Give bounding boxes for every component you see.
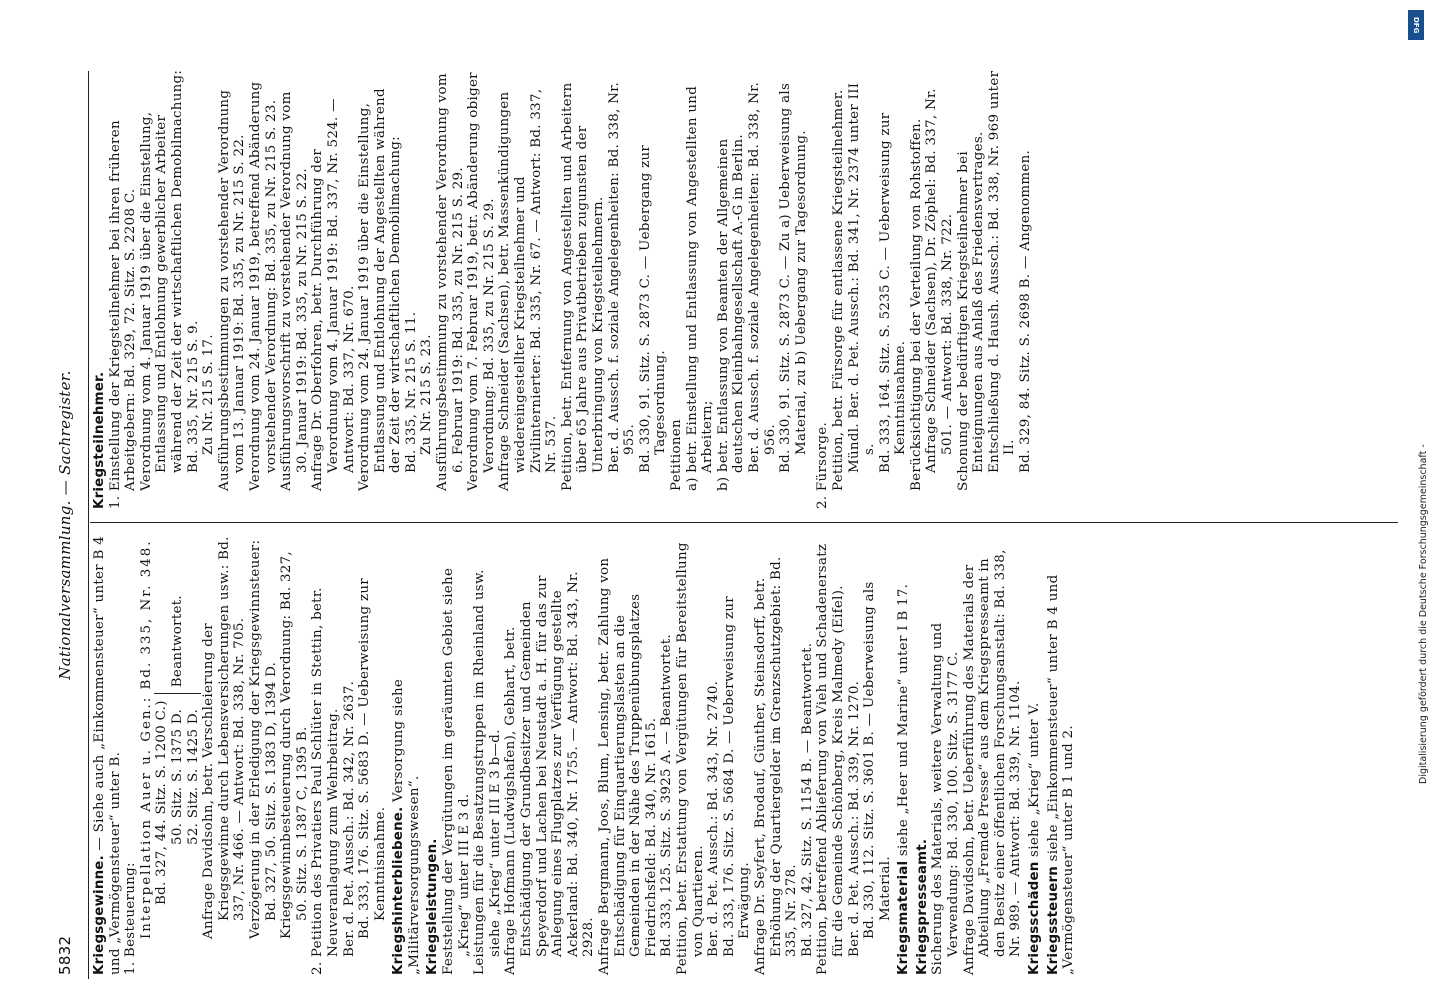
reference-line: Bd. 333, 176. Sitz. S. 5684 D. — Ueberweisung zur Erwägung. (721, 596, 753, 957)
credit-text: Digitalisierung gefördert durch die Deutsche Forschungsgemeinschaft - (1418, 444, 1429, 784)
page-number: 5832 (56, 935, 74, 975)
entry-keyword: Kriegsleistungen. (425, 838, 441, 975)
item-text: 2. Petition des Privatiers Paul Schlüter in Stettin, betr. Neuveranlagung zum Wehrbeitrag. (310, 587, 341, 975)
reference-line: Zu Nr. 215 S. 17. (201, 334, 217, 455)
entry-kriegsteilnehmer (92, 69, 1034, 509)
petition-text: Petition, betreffend Ablieferung von Vieh und Schadenersatz für die Gemeinde Schönberg, Kreis Malmedy (Eifel). (815, 543, 846, 975)
body-text: siehe „Einkommensteuer“ unter B 4 und „Vermögensteuer“ unter B 1 und 2. (1045, 574, 1077, 975)
reference-line: 50. Sitz. S. 1375 D. (169, 708, 185, 845)
anfrage-text: Anfrage Davidsohn, betr. Ueberführung des Materials der Abteilung „Fremde Presse“ aus dem Kriegspresseamt in den Besitz einer öffentlichen Forschungsanstalt: Bd. 338, Nr. 989. — Antwort: Bd. 339, Nr. 1104. (961, 549, 1024, 975)
item-label: 1. Besteuerung: (123, 862, 139, 975)
petitionen-item: b) betr. Entlassung von Beamten der Allgemeinen deutschen Kleinbahngesellschaft A.-G in Berlin. (715, 134, 747, 491)
header-rule (88, 71, 89, 979)
entry-kriegshinterbliebene (391, 535, 422, 975)
petition-text: Petition, betr. Entfernung von Angestellten und Arbeitern über 65 Jahre aus Privatbetrieben zugunsten der Unterbringung von Kriegsteilnehmern. (559, 82, 606, 491)
body-text: Ausführungsbestimmung zu vorstehender Verordnung vom 6. Februar 1919: Bd. 335, zu Nr. 215 S. 29. (435, 73, 466, 491)
reference-group (154, 535, 201, 975)
reference-line: Entschließung d. Haush. Aussch.: Bd. 338, Nr. 969 unter II. (986, 70, 1018, 473)
entry-keyword: Kriegshinterbliebene. (391, 806, 407, 975)
reference-line: Bd. 327, 44. Sitz. S. 1200 C.) (154, 700, 170, 905)
column-divider (90, 522, 1398, 523)
interpellation-text: Interpellation Auer u. Gen.: Bd. 335, Nr. 348. (138, 539, 154, 939)
verordnung-text: Verordnung vom 24. Januar 1919, betreffend Abänderung vorstehender Verordnung: Bd. 335, zu Nr. 215 S. 23. (247, 81, 279, 491)
body-text: Feststellung der Vergütungen im geräumten Gebiet siehe „Krieg“ unter III E 3 d. (441, 567, 472, 975)
reference-line: Bd. 330, 112. Sitz. S. 3601 B. — Ueberweisung als Material. (862, 581, 893, 939)
entry-keyword: Kriegssteuern (1045, 865, 1061, 975)
item-label: 2. Fürsorge. (815, 421, 831, 509)
page-header (58, 75, 82, 975)
entry-keyword: Kriegsteilnehmer. (92, 371, 107, 509)
reference-line: Bd. 335, Nr. 215 S. 11. (403, 311, 419, 473)
reference-status: Beantwortet. (169, 595, 185, 688)
body-text: Sicherung des Materials, weitere Verwaltung und Verwendung: Bd. 330, 100. Sitz. S. 3177 C. (930, 622, 962, 975)
anfrage-text: Anfrage Dr. Oberfohren, betr. Durchführung der Verordnung vom 4. Januar 1919: Bd. 337, Nr. 524. — Antwort: Bd. 337, Nr. 670. (310, 98, 357, 491)
right-column (92, 69, 1037, 509)
anfrage-text: Anfrage Bergmann, Joos, Blum, Lensing, betr. Zahlung von Entschädigung für Einquartierungslasten an die Gemeinden in der Nähe des Truppenübungsplatzes Friedrichsfeld: Bd. 340, Nr. 1615. (597, 557, 659, 975)
reference-line: Ber. d. Pet. Aussch.: Bd. 342, Nr. 2637. (341, 680, 357, 957)
reference-line: Bd. 330, 91. Sitz. S. 2873 C. — Zu a) Ueberweisung als Material, zu b) Uebergang zur Tagesordnung. (778, 82, 809, 473)
body-text: Ausführungsvorschrift zu vorstehender Verordnung vom 30. Januar 1919: Bd. 335, zu Nr. 215 S. 22. (279, 91, 310, 491)
petitionen-item: a) betr. Einstellung und Entlassung von Angestellten und Arbeitern; (684, 85, 716, 491)
body-text: Berücksichtigung bei der Verteilung von Rohstoffen. (908, 118, 924, 491)
anfrage-text: Anfrage Schneider (Sachsen), betr. Massenkündigungen wiedereingestellter Kriegsteilnehmer und Zivilinternierter: Bd. 335, Nr. 67. — Antwort: Bd. 337, Nr. 537. (497, 88, 560, 491)
reference-line: Bd. 327, 42. Sitz. S. 1154 B. — Beantwortet. (799, 642, 815, 957)
reference-line: Bd. 330, 91. Sitz. S. 2873 C. — Uebergang zur Tagesordnung. (637, 144, 669, 473)
entry-keyword: Kriegsgewinne. (92, 855, 107, 975)
reference-line: Ber. d. Aussch. f. soziale Angelegenheiten: Bd. 338, Nr. 955. (606, 81, 638, 473)
anfrage-text: Anfrage Hofmann (Ludwigshafen), Gebhart, betr. Entschädigung der Grundbesitzer und Gemeinden Speyerdorf und Lachen bei Neustadt a. H. für das zur Anlegung eines Flugplatzes zur Verfügung gestellte Ackerland: Bd. 340, Nr. 1755. — Antwort: Bd. 343, Nr. 2928. (503, 571, 597, 975)
reference-line: Bd. 333, 125. Sitz. S. 3925 A. — Beantwortet. (659, 634, 675, 957)
verordnung-text: Verordnung vom 7. Februar 1919, betr. Abänderung obiger Verordnung: Bd. 335, zu Nr. 215 S. 29. (466, 72, 497, 491)
petitionen-label: Petitionen (668, 419, 684, 491)
reference-line: Bd. 333, 164. Sitz. S. 5235 C. — Ueberweisung zur Kenntnisnahme. (877, 112, 909, 473)
body-text: Leistungen für die Besatzungstruppen im Rheinland usw. siehe „Krieg“ unter III E 3 b—d. (472, 569, 503, 975)
verordnung-text: Verordnung vom 4. Januar 1919 über die Einstellung, Entlassung und Entlohnung gewerblicher Arbeiter während der Zeit der wirtschaftlichen Demobilmachung: (138, 69, 185, 491)
reference-line: Bd. 333, 176. Sitz. S. 5683 D. — Ueberweisung zur Kenntnisnahme. (357, 578, 388, 939)
body-text: Ausführungsbestimmungen zu vorstehender Verordnung vom 13. Januar 1919: Bd. 335, zu Nr. 215 S. 22. (216, 89, 248, 491)
entry-kriegsleistungen (425, 535, 893, 975)
reference-line: Mündl. Ber. d. Pet. Aussch.: Bd. 341, Nr. 2374 unter III s. (846, 82, 878, 473)
dfg-logo-icon: DFG (1408, 10, 1424, 40)
reference-line: Bd. 335, Nr. 215 S. 9. (185, 320, 201, 473)
entry-kriegspresseamt (915, 535, 1024, 975)
see-also-text: — Siehe auch „Einkommensteuer“ unter B 4 und „Vermögensteuer“ unter B. (92, 535, 123, 975)
entry-kriegssteuern (1046, 535, 1077, 975)
reference-line: Ber. d. Aussch. f. soziale Angelegenheiten: Bd. 338, Nr. 956. (746, 81, 778, 473)
entry-kriegsmaterial (896, 535, 912, 975)
verordnung-text: Verordnung vom 24. Januar 1919 über die Einstellung, Entlassung und Entlohnung der Angestellten während der Zeit der wirtschaftlichen Demobilmachung: (357, 88, 404, 491)
reference-line: 52. Sitz. S. 1425 D. (185, 708, 201, 845)
body-text: Schonung der bedürftigen Kriegsteilnehmer bei Enteignungen aus Anlaß des Friedensvertrages. (955, 131, 987, 491)
page-title: Nationalversammlung. — Sachregister. (56, 370, 74, 680)
entry-kriegsschaeden (1027, 535, 1043, 975)
reference-line: Ber. d. Pet. Aussch.: Bd. 339, Nr. 1270. (846, 680, 862, 957)
petition-text: Petition, betr. Fürsorge für entlassene Kriegsteilnehmer. (830, 89, 846, 491)
rotated-page (58, 65, 1398, 985)
anfrage-text: Anfrage Schneider (Sachsen), Dr. Zöphel: Bd. 337, Nr. 501. — Antwort: Bd. 338, Nr. 722. (924, 88, 956, 473)
reference-line: Ber. d. Pet. Aussch.: Bd. 343, Nr. 2740. (706, 680, 722, 957)
reference-line: Bd. 329, 84. Sitz. S. 2698 B. — Angenommen. (1018, 149, 1034, 473)
body-text: Kriegsgewinnbesteuerung durch Verordnung: Bd. 327, 50. Sitz. S. 1387 C, 1395 B. (279, 551, 310, 939)
item-label: 1. Einstellung der Kriegsteilnehmer bei ihren früheren Arbeitgebern: Bd. 329, 72. Sitz. S. 2208 C. (107, 120, 139, 509)
anfrage-text: Anfrage Dr. Seyfert, Brodauf, Günther, Steinsdorff, betr. Erhöhung der Quartiergelder im Grenzschutzgebiet: Bd. 335, Nr. 278. (752, 556, 800, 975)
left-column (92, 535, 1080, 975)
body-text: Versorgung siehe „Militärversorgungswesen“. (391, 678, 422, 975)
reference-list (154, 693, 201, 905)
digitization-credit (1404, 4, 1430, 996)
body-text: siehe „Heer und Marine“ unter I B 17. (896, 583, 912, 857)
body-text: siehe „Krieg“ unter V. (1027, 702, 1043, 857)
petition-text: Petition, betr. Erstattung von Vergütungen für Bereitstellung von Quartieren. (674, 542, 706, 975)
entry-kriegsgewinne (92, 535, 388, 975)
entry-keyword: Kriegspresseamt. (914, 838, 930, 975)
entry-keyword: Kriegsmaterial (896, 860, 912, 975)
anfrage-text: Anfrage Davidsohn, betr. Verschleierung der Kriegsgewinne durch Lebensversicherungen usw.: Bd. 337, Nr. 466. — Antwort: Bd. 338, Nr. 705. (201, 536, 248, 939)
body-text: Verzögerung in der Erledigung der Kriegsgewinnsteuer: Bd. 327, 50. Sitz. S. 1383 D, 1394 D. (247, 539, 279, 939)
reference-line: Zu Nr. 215 S. 23. (419, 334, 435, 455)
entry-keyword: Kriegsschäden (1027, 861, 1043, 975)
